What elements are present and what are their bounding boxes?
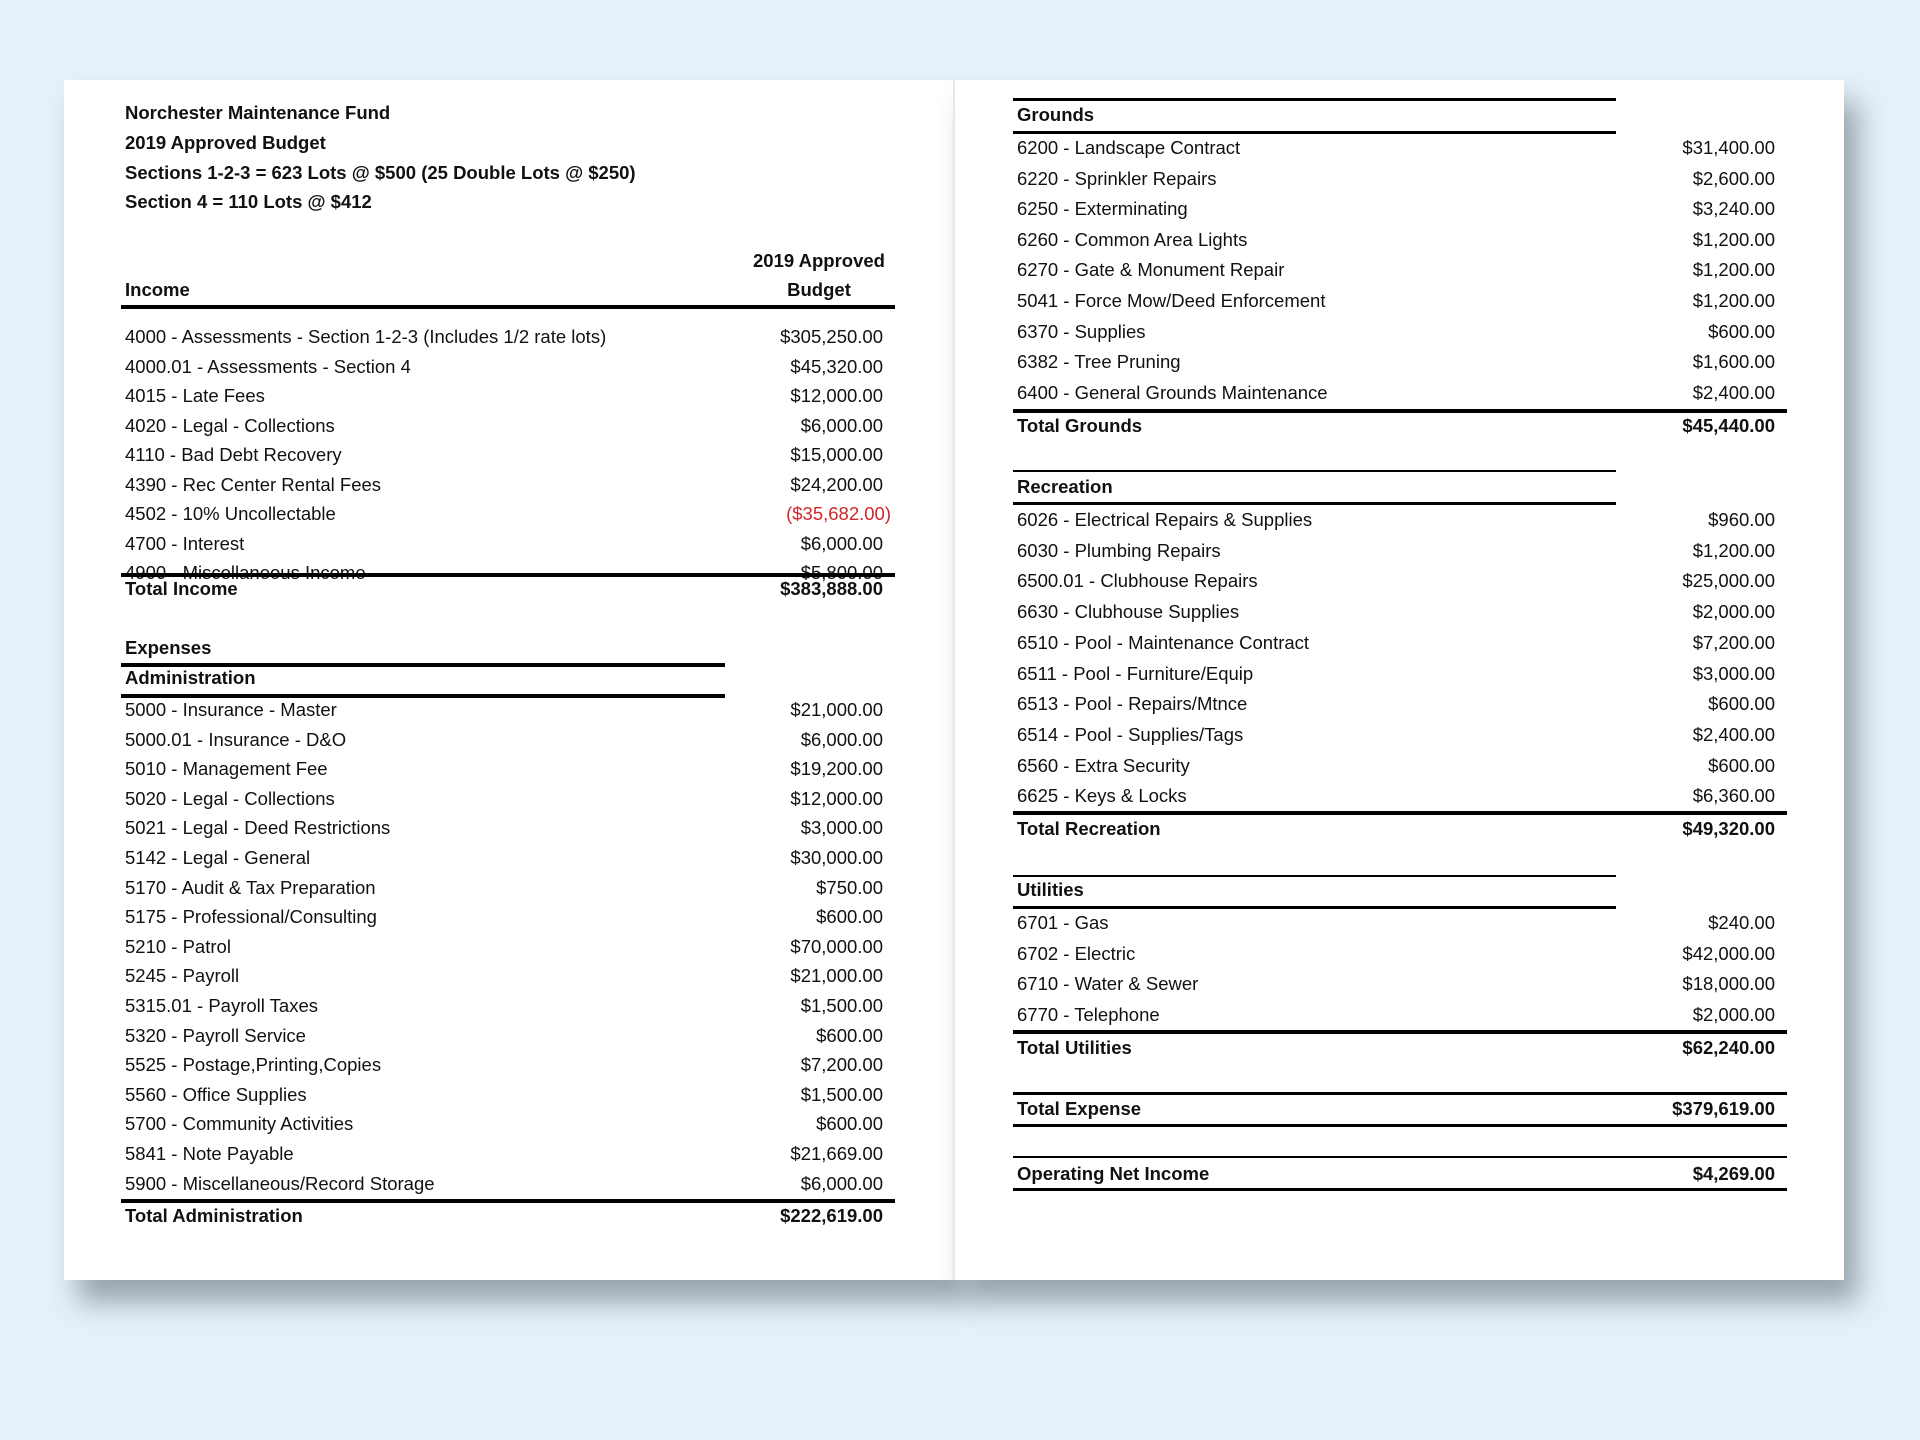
budget-page-left — [64, 80, 953, 1280]
line-item-amount: $3,000.00 — [1692, 662, 1775, 684]
line-item-amount: $30,000.00 — [790, 847, 883, 868]
line-item-label: 6511 - Pool - Furniture/Equip — [1017, 662, 1254, 684]
line-item-amount: $19,200.00 — [790, 758, 883, 780]
total-administration-label: Total Administration — [125, 1205, 303, 1226]
line-item-amount: $45,320.00 — [790, 355, 883, 377]
line-item-amount: $1,200.00 — [1692, 290, 1775, 311]
line-item-label: 4020 - Legal - Collections — [125, 414, 335, 436]
line-item-amount: $2,400.00 — [1692, 381, 1775, 403]
total-expense-label: Total Expense — [1017, 1098, 1142, 1119]
divider — [121, 305, 895, 309]
operating-net-income-label: Operating Net Income — [1017, 1163, 1210, 1184]
line-item-amount: $3,000.00 — [800, 817, 883, 839]
line-item-label: 4015 - Late Fees — [125, 385, 265, 406]
expenses-heading: Expenses — [125, 637, 212, 658]
line-item-amount: ($35,682.00) — [786, 503, 891, 524]
line-item-label: 5245 - Payroll — [125, 965, 240, 987]
line-item-label: 4502 - 10% Uncollectable — [125, 503, 336, 524]
line-item-label: 5000.01 - Insurance - D&O — [125, 728, 347, 750]
line-item-label: 6200 - Landscape Contract — [1017, 137, 1241, 158]
line-item-amount: $21,669.00 — [790, 1143, 883, 1164]
line-item-amount: $7,200.00 — [800, 1054, 883, 1076]
column-header-line1: 2019 Approved — [753, 250, 885, 271]
line-item-amount: $21,000.00 — [790, 699, 883, 720]
line-item-amount: $31,400.00 — [1682, 137, 1775, 158]
divider — [1013, 1156, 1787, 1158]
total-administration-value: $222,619.00 — [780, 1205, 883, 1226]
utilities-heading: Utilities — [1017, 879, 1084, 900]
line-item-label: 5210 - Patrol — [125, 935, 231, 957]
line-item-amount: $2,000.00 — [1692, 1004, 1775, 1026]
line-item-amount: $7,200.00 — [1692, 631, 1775, 653]
line-item-amount: $2,000.00 — [1692, 601, 1775, 623]
line-item-label: 6710 - Water & Sewer — [1017, 973, 1199, 995]
line-item-amount: $25,000.00 — [1682, 570, 1775, 592]
total-income-label: Total Income — [125, 578, 238, 599]
total-income-value: $383,888.00 — [780, 578, 883, 599]
line-item-label: 6220 - Sprinkler Repairs — [1017, 167, 1217, 189]
line-item-amount: $600.00 — [816, 906, 883, 928]
line-item-amount: $6,000.00 — [800, 414, 883, 436]
line-item-label: 6270 - Gate & Monument Repair — [1017, 259, 1285, 281]
line-item-label: 4390 - Rec Center Rental Fees — [125, 473, 382, 495]
line-item-label: 5142 - Legal - General — [125, 847, 311, 868]
line-item-label: 5175 - Professional/Consulting — [125, 906, 377, 928]
line-item-amount: $24,200.00 — [790, 473, 883, 495]
line-item-amount: $1,500.00 — [800, 995, 883, 1016]
line-item-amount: $3,240.00 — [1692, 198, 1775, 220]
line-item-label: 5525 - Postage,Printing,Copies — [125, 1054, 382, 1076]
line-item-amount: $12,000.00 — [790, 385, 883, 406]
line-item-label: 5000 - Insurance - Master — [125, 699, 337, 720]
line-item-label: 6026 - Electrical Repairs & Supplies — [1017, 509, 1313, 530]
line-item-amount: $1,200.00 — [1692, 259, 1775, 281]
line-item-label: 5560 - Office Supplies — [125, 1083, 307, 1105]
operating-net-income-value: $4,269.00 — [1692, 1163, 1775, 1184]
line-item-amount: $1,200.00 — [1692, 228, 1775, 250]
section4-info: Section 4 = 110 Lots @ $412 — [125, 191, 372, 212]
budget-page-right — [953, 80, 1844, 1280]
line-item-label: 5170 - Audit & Tax Preparation — [125, 876, 376, 898]
line-item-amount: $1,200.00 — [1692, 539, 1775, 561]
total-grounds-label: Total Grounds — [1017, 415, 1143, 436]
administration-heading: Administration — [125, 667, 256, 688]
line-item-label: 6701 - Gas — [1017, 912, 1109, 933]
column-header-line2: Budget — [787, 279, 851, 300]
line-item-label: 6030 - Plumbing Repairs — [1017, 539, 1221, 561]
line-item-label: 6400 - General Grounds Maintenance — [1017, 381, 1328, 403]
total-recreation-value: $49,320.00 — [1682, 818, 1775, 839]
line-item-amount: $70,000.00 — [790, 935, 883, 957]
line-item-label: 5841 - Note Payable — [125, 1143, 294, 1164]
sections-info: Sections 1-2-3 = 623 Lots @ $500 (25 Double Lots @ $250) — [125, 162, 636, 183]
recreation-heading: Recreation — [1017, 476, 1113, 497]
total-recreation-label: Total Recreation — [1017, 818, 1161, 839]
line-item-label: 6510 - Pool - Maintenance Contract — [1017, 631, 1310, 653]
line-item-amount: $600.00 — [1708, 320, 1775, 342]
line-item-label: 5010 - Management Fee — [125, 758, 328, 780]
line-item-label: 6625 - Keys & Locks — [1017, 785, 1187, 807]
divider — [1013, 875, 1616, 877]
line-item-label: 5020 - Legal - Collections — [125, 787, 335, 809]
line-item-amount: $960.00 — [1708, 509, 1775, 530]
line-item-amount: $6,360.00 — [1692, 785, 1775, 807]
total-grounds-value: $45,440.00 — [1682, 415, 1775, 436]
line-item-label: 6260 - Common Area Lights — [1017, 228, 1248, 250]
divider — [1013, 1188, 1787, 1191]
line-item-label: 6500.01 - Clubhouse Repairs — [1017, 570, 1258, 592]
line-item-amount: $42,000.00 — [1682, 942, 1775, 964]
line-item-amount: $18,000.00 — [1682, 973, 1775, 995]
line-item-amount: $2,400.00 — [1692, 723, 1775, 745]
line-item-label: 6382 - Tree Pruning — [1017, 351, 1181, 373]
line-item-label: 5041 - Force Mow/Deed Enforcement — [1017, 290, 1326, 311]
line-item-amount: $21,000.00 — [790, 965, 883, 987]
line-item-label: 6513 - Pool - Repairs/Mtnce — [1017, 693, 1248, 715]
doc-subtitle: 2019 Approved Budget — [125, 132, 326, 153]
line-item-label: 6702 - Electric — [1017, 942, 1136, 964]
line-item-amount: $240.00 — [1708, 912, 1775, 933]
line-item-label: 4700 - Interest — [125, 532, 245, 554]
total-expense-value: $379,619.00 — [1672, 1098, 1775, 1119]
line-item-amount: $750.00 — [816, 876, 883, 898]
line-item-amount: $600.00 — [816, 1024, 883, 1046]
line-item-amount: $600.00 — [1708, 754, 1775, 776]
line-item-label: 5320 - Payroll Service — [125, 1024, 306, 1046]
line-item-amount: $6,000.00 — [800, 728, 883, 750]
line-item-label: 6514 - Pool - Supplies/Tags — [1017, 723, 1244, 745]
line-item-amount: $600.00 — [816, 1113, 883, 1135]
line-item-label: 5021 - Legal - Deed Restrictions — [125, 817, 391, 839]
divider — [1013, 98, 1616, 101]
line-item-amount: $2,600.00 — [1692, 167, 1775, 189]
grounds-heading: Grounds — [1017, 104, 1095, 125]
line-item-label: 5315.01 - Payroll Taxes — [125, 995, 318, 1016]
line-item-label: 6630 - Clubhouse Supplies — [1017, 601, 1240, 623]
line-item-amount: $15,000.00 — [790, 444, 883, 465]
income-heading: Income — [125, 279, 190, 300]
doc-title: Norchester Maintenance Fund — [125, 102, 391, 123]
line-item-label: 4000.01 - Assessments - Section 4 — [125, 355, 411, 377]
line-item-amount: $6,000.00 — [800, 1172, 883, 1194]
line-item-amount: $1,600.00 — [1692, 351, 1775, 373]
line-item-label: 4000 - Assessments - Section 1-2-3 (Includes 1/2 rate lots) — [125, 326, 607, 347]
line-item-amount: $6,000.00 — [800, 532, 883, 554]
line-item-label: 4110 - Bad Debt Recovery — [125, 444, 342, 465]
line-item-label: 6770 - Telephone — [1017, 1004, 1160, 1026]
line-item-amount: $600.00 — [1708, 693, 1775, 715]
line-item-label: 5900 - Miscellaneous/Record Storage — [125, 1172, 435, 1194]
line-item-amount: $12,000.00 — [790, 787, 883, 809]
line-item-amount: $1,500.00 — [800, 1083, 883, 1105]
line-item-label: 5700 - Community Activities — [125, 1113, 354, 1135]
line-item-label: 6250 - Exterminating — [1017, 198, 1188, 220]
divider — [1013, 1124, 1787, 1127]
line-item-amount: $305,250.00 — [780, 326, 883, 347]
line-item-label: 6370 - Supplies — [1017, 320, 1146, 342]
total-utilities-label: Total Utilities — [1017, 1037, 1132, 1058]
total-utilities-value: $62,240.00 — [1682, 1037, 1775, 1058]
line-item-label: 6560 - Extra Security — [1017, 754, 1190, 776]
